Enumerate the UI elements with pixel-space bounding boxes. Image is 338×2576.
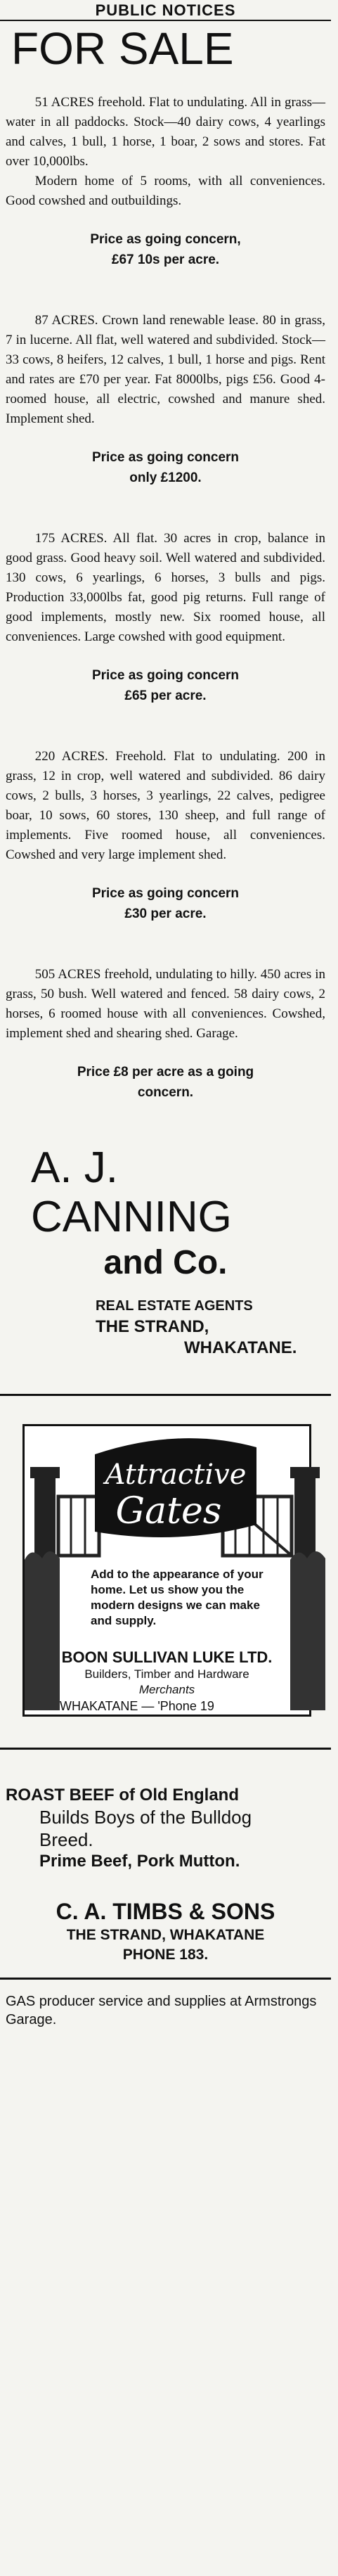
beef-line-1: ROAST BEEF of Old England	[6, 1786, 239, 1805]
listing-price	[6, 665, 325, 706]
section-header: PUBLIC NOTICES	[95, 1, 236, 19]
listing-paragraph: 51 ACRES freehold. Flat to undulating. All in grass—water in all paddocks. Stock—40 dairy cows, 4 yearlings and calves, 1 bull, 1 horse, 1 boar, 2 sows and stores. Fat over 10,000lbs.	[6, 95, 325, 169]
price-line: Price as going concern	[91, 886, 240, 901]
agent-line: WHAKATANE.	[184, 1338, 297, 1357]
gates-script-1: Attractive	[105, 1459, 247, 1491]
beef-line-2b: Breed.	[39, 1829, 93, 1850]
gates-script-2: Gates	[115, 1490, 222, 1532]
price-line: £65 per acre.	[124, 688, 207, 703]
listing-5	[6, 965, 325, 1103]
agent-line: THE STRAND,	[96, 1317, 209, 1336]
price-line: concern.	[137, 1085, 194, 1100]
firm-desc: Builders, Timber and Hardware	[84, 1667, 249, 1681]
listing-paragraph: 220 ACRES. Freehold. Flat to undulating. 200 in grass, 12 in crop, well watered and subdivided. 86 dairy cows, 2 bulls, 3 horses, 3 yearlings, 22 calves, pedigree boar, 10 sows, 60 stores, 130 sheep, and full range of implements. Five roomed house, all conveniences. Cowshed and very large implement shed.	[6, 749, 325, 862]
gas-notice: GAS producer service and supplies at Armstrongs Garage.	[6, 1994, 317, 2027]
gates-advert	[22, 1424, 311, 1717]
section-rule	[0, 1394, 331, 1396]
listing-price	[6, 883, 325, 924]
gates-body: Add to the appearance of your home. Let us show you the modern designs we can make and supply.	[91, 1568, 264, 1627]
firm-name: BOON SULLIVAN LUKE LTD.	[61, 1648, 273, 1666]
price-line: Price £8 per acre as a going	[77, 1065, 254, 1079]
price-line: Price as going concern	[91, 450, 240, 465]
firm-desc-2: Merchants	[138, 1683, 195, 1696]
price-line: £30 per acre.	[124, 906, 207, 921]
beef-line-3: Prime Beef, Pork Mutton.	[39, 1852, 240, 1871]
section-rule	[0, 1748, 331, 1750]
firm-location: WHAKATANE — 'Phone 19	[60, 1699, 214, 1713]
header-rule	[0, 20, 331, 21]
gates-firm	[32, 1648, 302, 1715]
listing-price	[6, 1062, 325, 1103]
agent-details	[6, 1295, 325, 1359]
listing-paragraph: 87 ACRES. Crown land renewable lease. 80 in grass, 7 in lucerne. All flat, well watered and subdivided. Stock—33 cows, 8 heifers, 12 calves, 1 bull, 1 horse and pigs. Rent and rates are £70 per year. Fat 8000lbs, pigs £56. Good 4-roomed house, all electric, cowshed and manure shed. Implement shed.	[6, 313, 325, 426]
listing-paragraph: 175 ACRES. All flat. 30 acres in crop, balance in good grass. Good heavy soil. Well watered and subdivided. 130 cows, 6 yearlings, 6 horses, 3 bulls and pigs. Production 33,000lbs fat, good pig returns. Full range of good implements, mostly new. Six roomed house, all conveniences. Large cowshed with good equipment.	[6, 531, 325, 644]
beef-advert	[6, 1785, 325, 1872]
agent-name: A. J. CANNING	[31, 1143, 232, 1241]
price-line: Price as going concern	[91, 668, 240, 683]
price-line: only £1200.	[129, 470, 202, 485]
agent-co: and Co.	[103, 1244, 228, 1281]
price-line: Price as going concern,	[90, 232, 241, 247]
butcher-phone: PHONE 183.	[122, 1947, 209, 1963]
beef-line-2a: Builds Boys of the Bulldog	[39, 1807, 252, 1828]
for-sale-title: FOR SALE	[11, 23, 234, 74]
listing-4	[6, 747, 325, 924]
listing-price	[6, 229, 325, 270]
listing-price	[6, 447, 325, 488]
listing-paragraph: Modern home of 5 rooms, with all conveniences. Good cowshed and outbuildings.	[6, 174, 325, 208]
butcher-name: C. A. TIMBS & SONS	[56, 1899, 275, 1924]
listing-3	[6, 529, 325, 706]
listing-2	[6, 311, 325, 488]
agent-line: REAL ESTATE AGENTS	[96, 1298, 253, 1314]
butcher-block	[6, 1897, 325, 1965]
section-rule	[0, 1978, 331, 1980]
agent-block	[6, 1143, 325, 1284]
listing-paragraph: 505 ACRES freehold, undulating to hilly. 450 acres in grass, 50 bush. Well watered and fenced. 58 dairy cows, 2 horses, 6 roomed house with all conveniences. Cowshed, implement shed and shearing shed. Garage.	[6, 967, 325, 1041]
butcher-address: THE STRAND, WHAKATANE	[66, 1927, 265, 1943]
price-line: £67 10s per acre.	[111, 252, 220, 267]
listing-1	[6, 93, 325, 270]
